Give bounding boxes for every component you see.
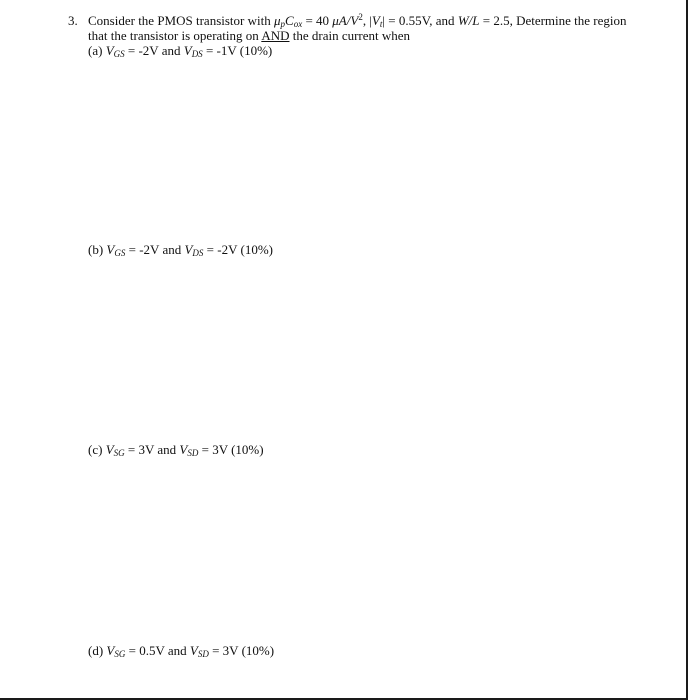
question-number: 3. (68, 13, 78, 28)
part-b: (b) $V_{GS} = -2V$ and $V_{DS} = -2V$ (10%) (88, 242, 273, 258)
question-intro-line: Consider the PMOS transistor with $\mu_pC_{ox} = 40$ $\mu A/V^2$, $|V_t| = 0.55V$, and W/L = 2.5, Determine the region (88, 12, 627, 29)
question-second-line: that the transistor is operating on AND the drain current when (88, 28, 411, 43)
part-d: (d) $V_{SG} = 0.5V$ and $V_{SD} = 3V$ (10%) (88, 643, 275, 659)
part-c: (c) $V_{SG} = 3V$ and $V_{SD} = 3V$ (10%) (88, 442, 264, 458)
and-emphasis: AND (261, 28, 290, 43)
part-a: (a) $V_{GS} = -2V$ and $V_{DS} = -1V$ (10%) (88, 43, 273, 59)
